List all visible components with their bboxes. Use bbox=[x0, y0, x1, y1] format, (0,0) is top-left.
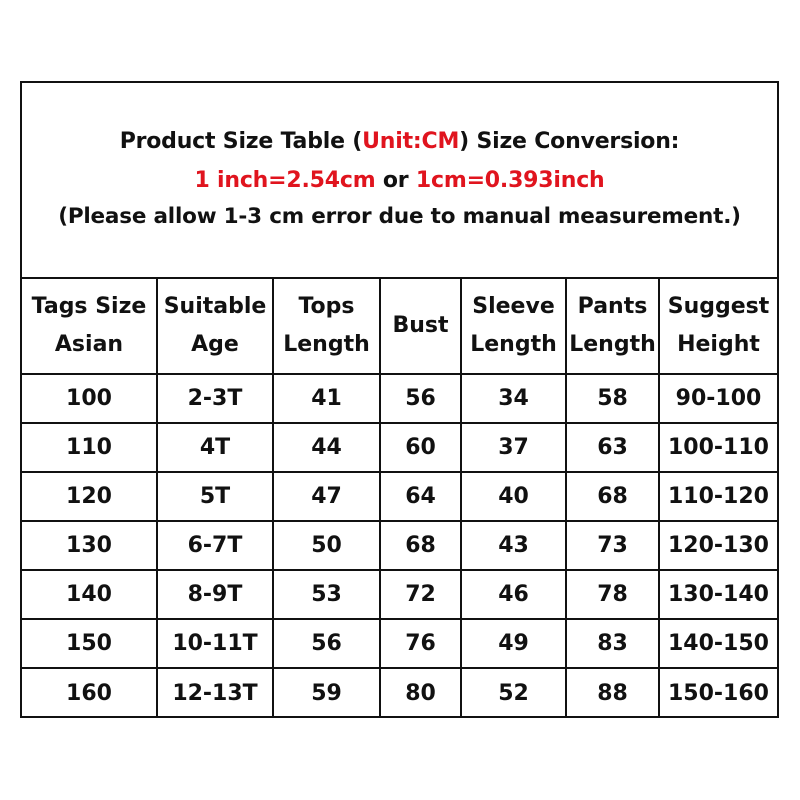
table-row bbox=[22, 619, 777, 668]
table-cell: 130-140 bbox=[659, 570, 777, 619]
table-cell: 46 bbox=[461, 570, 566, 619]
table-cell: 83 bbox=[566, 619, 659, 668]
table-cell: 49 bbox=[461, 619, 566, 668]
column-header bbox=[566, 279, 659, 374]
table-cell: 56 bbox=[380, 374, 461, 423]
column-header-label: Length bbox=[470, 332, 557, 357]
column-header-label: Tops bbox=[298, 294, 355, 319]
column-header bbox=[380, 279, 461, 374]
conversion-line bbox=[22, 168, 777, 193]
table-cell: 6-7T bbox=[157, 521, 273, 570]
table-cell: 8-9T bbox=[157, 570, 273, 619]
table-cell: 50 bbox=[273, 521, 380, 570]
table-cell: 58 bbox=[566, 374, 659, 423]
table-cell: 5T bbox=[157, 472, 273, 521]
table-cell: 150-160 bbox=[659, 668, 777, 717]
column-header-label: Tags Size bbox=[31, 294, 147, 319]
table-cell: 41 bbox=[273, 374, 380, 423]
inch-conversion: 1 inch=2.54cm bbox=[194, 168, 376, 193]
header-row bbox=[22, 279, 777, 374]
table-cell: 4T bbox=[157, 423, 273, 472]
unit-label: Unit:CM bbox=[362, 129, 460, 154]
table-cell: 100-110 bbox=[659, 423, 777, 472]
table-cell: 78 bbox=[566, 570, 659, 619]
table-row bbox=[22, 423, 777, 472]
column-header-label: Asian bbox=[54, 332, 124, 357]
table-cell: 160 bbox=[22, 668, 157, 717]
table-cell: 53 bbox=[273, 570, 380, 619]
column-header bbox=[157, 279, 273, 374]
table-cell: 10-11T bbox=[157, 619, 273, 668]
table-row bbox=[22, 668, 777, 717]
or-text: or bbox=[375, 168, 416, 193]
table-cell: 52 bbox=[461, 668, 566, 717]
table-cell: 56 bbox=[273, 619, 380, 668]
table-cell: 72 bbox=[380, 570, 461, 619]
table-cell: 80 bbox=[380, 668, 461, 717]
title-line bbox=[22, 129, 777, 154]
table-cell: 130 bbox=[22, 521, 157, 570]
table-cell: 73 bbox=[566, 521, 659, 570]
column-header-label: Length bbox=[569, 332, 656, 357]
table-cell: 37 bbox=[461, 423, 566, 472]
column-header-label: Pants bbox=[577, 294, 648, 319]
table-row bbox=[22, 472, 777, 521]
table-cell: 110 bbox=[22, 423, 157, 472]
table-cell: 140-150 bbox=[659, 619, 777, 668]
size-chart bbox=[20, 81, 779, 718]
table-cell: 34 bbox=[461, 374, 566, 423]
table-cell: 44 bbox=[273, 423, 380, 472]
column-header-label: Suitable bbox=[163, 294, 267, 319]
table-cell: 110-120 bbox=[659, 472, 777, 521]
table-header bbox=[22, 279, 777, 374]
conversion-label: ) Size Conversion: bbox=[459, 129, 680, 154]
table-row bbox=[22, 374, 777, 423]
size-chart-header bbox=[22, 83, 777, 279]
column-header bbox=[461, 279, 566, 374]
table-cell: 68 bbox=[380, 521, 461, 570]
column-header-label: Suggest bbox=[667, 294, 770, 319]
column-header-label: Length bbox=[283, 332, 370, 357]
table-cell: 59 bbox=[273, 668, 380, 717]
column-header bbox=[659, 279, 777, 374]
table-body bbox=[22, 374, 777, 717]
table-cell: 120 bbox=[22, 472, 157, 521]
table-cell: 100 bbox=[22, 374, 157, 423]
size-table bbox=[22, 279, 777, 717]
table-cell: 150 bbox=[22, 619, 157, 668]
table-cell: 60 bbox=[380, 423, 461, 472]
column-header-label: Height bbox=[677, 332, 760, 357]
cm-conversion: 1cm=0.393inch bbox=[415, 168, 605, 193]
table-cell: 64 bbox=[380, 472, 461, 521]
column-header bbox=[22, 279, 157, 374]
table-cell: 63 bbox=[566, 423, 659, 472]
table-row bbox=[22, 521, 777, 570]
title-text: Product Size Table ( bbox=[119, 129, 363, 154]
column-header-label: Bust bbox=[392, 313, 449, 338]
table-cell: 120-130 bbox=[659, 521, 777, 570]
column-header-label: Age bbox=[191, 332, 239, 357]
error-note: (Please allow 1-3 cm error due to manual measurement.) bbox=[58, 204, 741, 229]
table-cell: 140 bbox=[22, 570, 157, 619]
column-header bbox=[273, 279, 380, 374]
table-cell: 40 bbox=[461, 472, 566, 521]
table-cell: 43 bbox=[461, 521, 566, 570]
table-cell: 88 bbox=[566, 668, 659, 717]
table-cell: 90-100 bbox=[659, 374, 777, 423]
table-cell: 2-3T bbox=[157, 374, 273, 423]
table-cell: 68 bbox=[566, 472, 659, 521]
table-row bbox=[22, 570, 777, 619]
table-cell: 47 bbox=[273, 472, 380, 521]
table-cell: 76 bbox=[380, 619, 461, 668]
column-header-label: Sleeve bbox=[472, 294, 555, 319]
table-cell: 12-13T bbox=[157, 668, 273, 717]
